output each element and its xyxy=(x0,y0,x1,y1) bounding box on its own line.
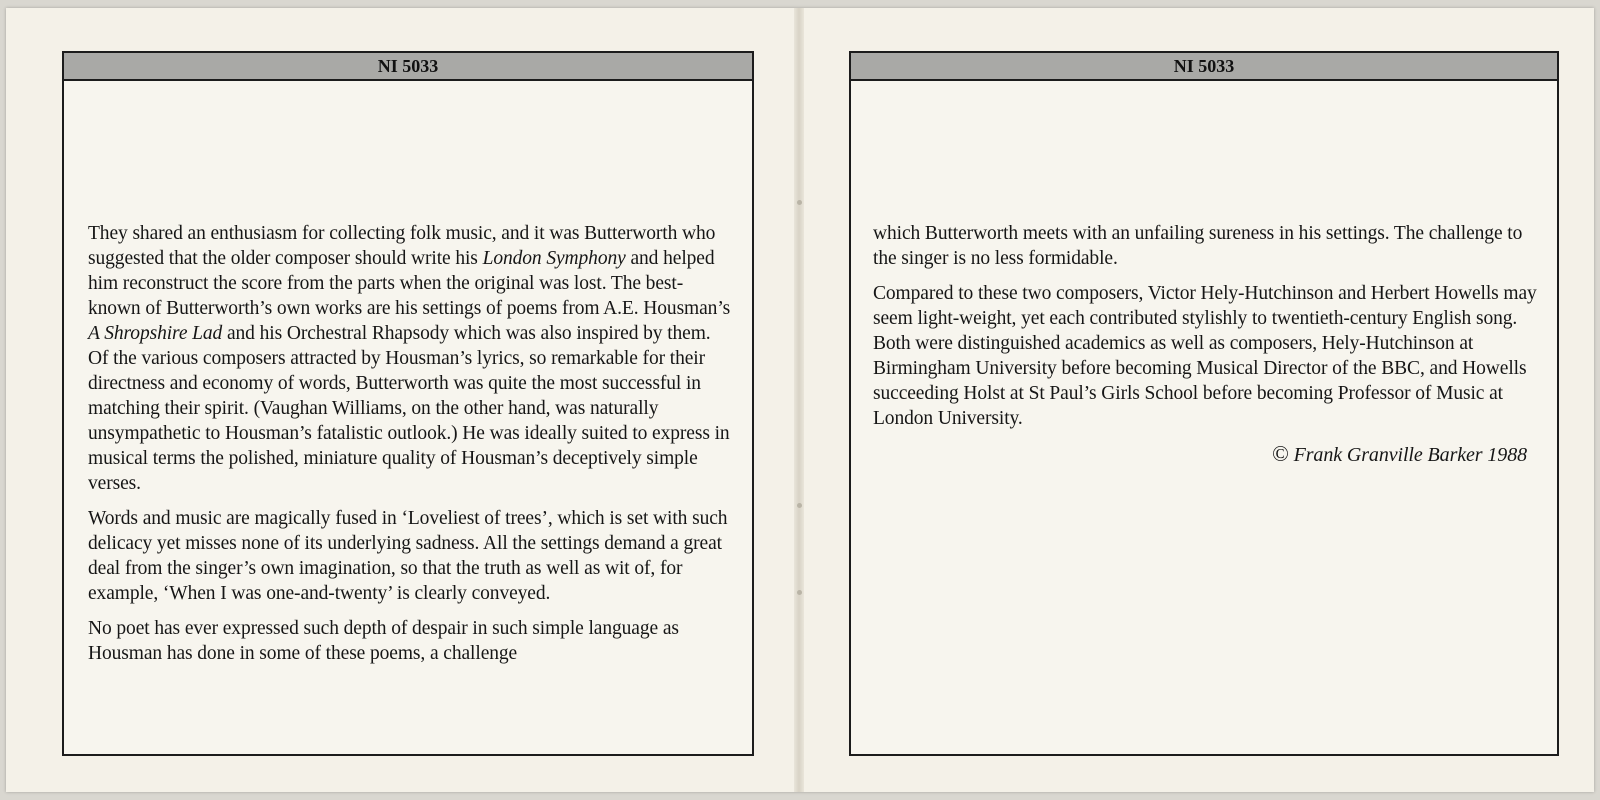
booklet-spine xyxy=(794,8,804,792)
copyright-symbol: © xyxy=(1272,441,1289,466)
left-page-panel xyxy=(62,51,754,756)
title-london-symphony: London Symphony xyxy=(482,248,626,269)
right-paragraph-2: Compared to these two composers, Victor Hely-Hutchinson and Herbert Howells may seem light-weight, yet each contributed stylishly to twentieth-century English song. Both were distinguished academics as well as composers, Hely-Hutchinson at Birmingham University before becoming Musical Director of the BBC, and Howells succeeding Holst at St Paul’s Girls School before becoming Professor of Music at London University. xyxy=(873,283,1537,429)
staple-hole-top xyxy=(797,200,802,205)
left-paragraph-1 xyxy=(88,221,734,496)
right-page-catalog-number: NI 5033 xyxy=(851,53,1557,81)
left-p1-part-c: and his Orchestral Rhapsody which was also inspired by them. Of the various composers attracted by Housman’s lyrics, so remarkable for their directness and economy of words, Butterworth was quite the most successful in matching their spirit. (Vaughan Williams, on the other hand, was naturally unsympathetic to Housman’s fatalistic outlook.) He was ideally suited to express in musical terms the polished, miniature quality of Housman’s deceptively simple verses. xyxy=(88,323,730,494)
left-page-body xyxy=(88,221,734,676)
right-page-body xyxy=(873,221,1539,468)
left-page-catalog-number: NI 5033 xyxy=(64,53,752,81)
right-page-panel xyxy=(849,51,1559,756)
left-p1-part-b: and helped him reconstruct the score from the parts when the original was lost. The best-known of Butterworth’s own works are his settings of poems from A.E. Housman’s xyxy=(88,248,731,319)
staple-hole-bottom xyxy=(797,590,802,595)
left-paragraph-2: Words and music are magically fused in ‘Loveliest of trees’, which is set with such delicacy yet misses none of its underlying sadness. All the settings demand a great deal from the singer’s own imagination, so that the truth as well as wit of, for example, ‘When I was one-and-twenty’ is clearly conveyed. xyxy=(88,508,728,604)
right-paragraph-1: which Butterworth meets with an unfailing sureness in his settings. The challenge to the singer is no less formidable. xyxy=(873,223,1523,269)
copyright-author: Frank Granville Barker 1988 xyxy=(1293,444,1527,466)
left-paragraph-3: No poet has ever expressed such depth of despair in such simple language as Housman has done in some of these poems, a challenge xyxy=(88,618,679,664)
left-p1-part-a: They shared an enthusiasm for collecting folk music, and it was Butterworth who suggested that the older composer should write his xyxy=(88,223,716,269)
copyright-line xyxy=(873,441,1539,468)
staple-hole-mid xyxy=(797,503,802,508)
title-shropshire-lad: A Shropshire Lad xyxy=(88,323,223,344)
